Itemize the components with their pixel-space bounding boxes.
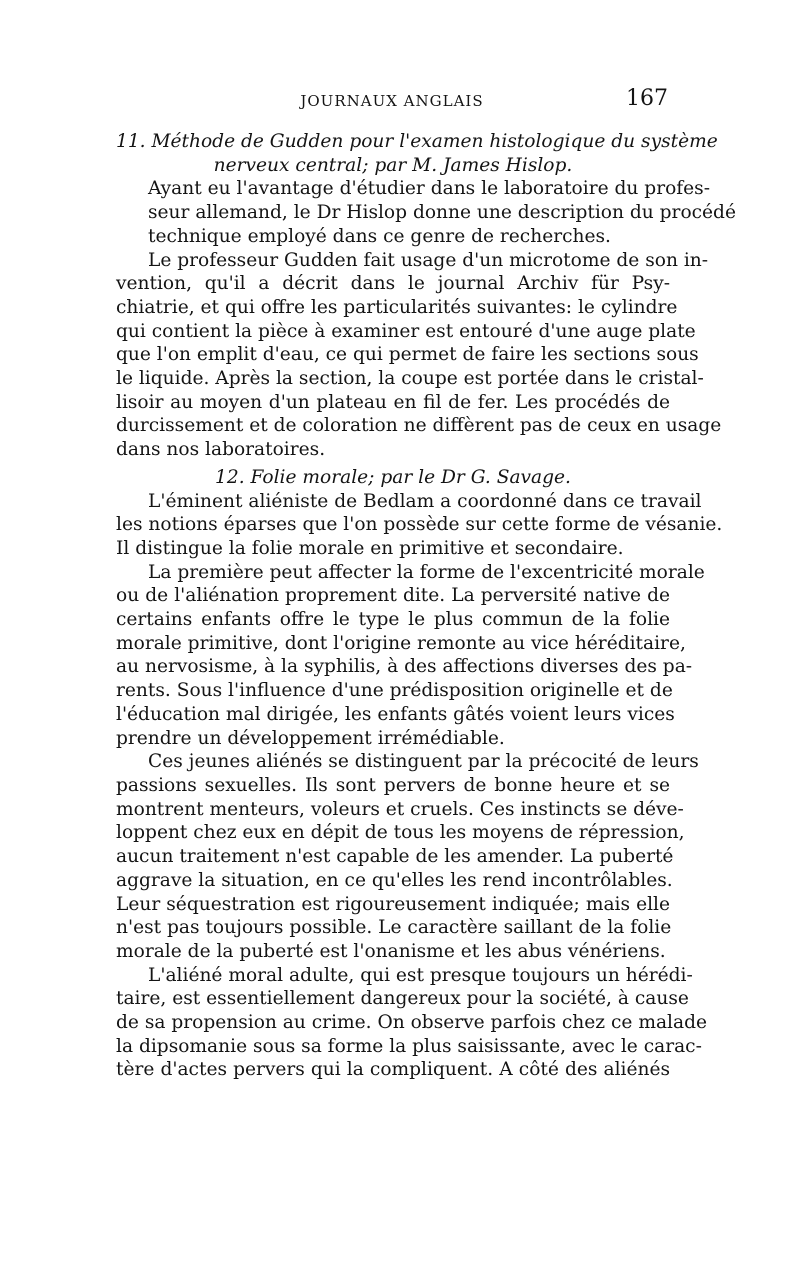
text-line: de sa propension au crime. On observe parfois chez ce malade: [116, 1012, 707, 1034]
text-line: montrent menteurs, voleurs et cruels. Ces instincts se déve-: [116, 798, 684, 820]
running-head: [116, 86, 668, 120]
text-line: vention, qu'il a décrit dans le journal Archiv für Psy-: [116, 273, 670, 295]
section-heading: [116, 130, 718, 177]
text-line: la dipsomanie sous sa forme la plus saisissante, avec le carac-: [116, 1035, 702, 1057]
text-line: passions sexuelles. Ils sont pervers de bonne heure et se: [116, 774, 670, 796]
text-line: seur allemand, le Dr Hislop donne une description du procédé: [148, 202, 736, 224]
paragraph: [116, 177, 736, 248]
heading-line: 12. Folie morale; par le Dr G. Savage.: [215, 466, 571, 488]
section-12: [116, 466, 723, 1082]
text-line: L'aliéné moral adulte, qui est presque toujours un hérédi-: [148, 964, 693, 986]
text-line: aucun traitement n'est capable de les amender. La puberté: [116, 846, 674, 868]
text-line: morale primitive, dont l'origine remonte au vice héréditaire,: [116, 632, 686, 654]
text-line: technique employé dans ce genre de recherches.: [148, 225, 611, 247]
text-line: chiatrie, et qui offre les particularités suivantes: le cylindre: [116, 296, 678, 318]
text-line: au nervosisme, à la syphilis, à des affections diverses des pa-: [116, 656, 693, 678]
text-line: L'éminent aliéniste de Bedlam a coordonné dans ce travail: [148, 490, 702, 512]
text-line: tère d'actes pervers qui la compliquent. A côté des aliénés: [116, 1059, 670, 1081]
text-line: aggrave la situation, en ce qu'elles les rend incontrôlables.: [116, 869, 673, 891]
running-head-title: JOURNAUX ANGLAIS: [300, 92, 484, 110]
text-line: l'éducation mal dirigée, les enfants gâtés voient leurs vices: [116, 703, 675, 725]
text-line: certains enfants offre le type le plus commun de la folie: [116, 609, 670, 631]
text-line: Le professeur Gudden fait usage d'un microtome de son in-: [148, 249, 709, 271]
text-line: les notions éparses que l'on possède sur cette forme de vésanie.: [116, 514, 723, 536]
paragraph: [116, 750, 699, 963]
text-line: n'est pas toujours possible. Le caractère saillant de la folie: [116, 917, 672, 939]
text-line: Leur séquestration est rigoureusement indiquée; mais elle: [116, 893, 670, 915]
text-line: Il distingue la folie morale en primitive et secondaire.: [116, 537, 624, 559]
text-line: taire, est essentiellement dangereux pour la société, à cause: [116, 988, 689, 1010]
body-text: [116, 130, 736, 1082]
section-11: [116, 130, 736, 462]
text-line: que l'on emplit d'eau, ce qui permet de faire les sections sous: [116, 344, 699, 366]
heading-line: 11. Méthode de Gudden pour l'examen histologique du système: [116, 131, 718, 152]
text-line: morale de la puberté est l'onanisme et les abus vénériens.: [116, 940, 666, 962]
text-line: Ces jeunes aliénés se distinguent par la précocité de leurs: [148, 751, 699, 773]
text-line: qui contient la pièce à examiner est entouré d'une auge plate: [116, 320, 696, 342]
text-line: loppent chez eux en dépit de tous les moyens de répression,: [116, 822, 685, 844]
text-line: le liquide. Après la section, la coupe est portée dans le cristal-: [116, 368, 704, 390]
paragraph: [116, 249, 722, 462]
section-heading: [116, 466, 670, 490]
paragraph: [116, 964, 707, 1083]
paragraph: [116, 561, 705, 751]
heading-line: nerveux central; par M. James Hislop.: [213, 154, 573, 176]
text-line: La première peut affecter la forme de l'excentricité morale: [148, 561, 705, 583]
page-number: 167: [626, 86, 668, 111]
text-line: rents. Sous l'influence d'une prédisposition originelle et de: [116, 680, 673, 702]
text-line: lisoir au moyen d'un plateau en fil de fer. Les procédés de: [116, 391, 670, 413]
text-line: Ayant eu l'avantage d'étudier dans le laboratoire du profes-: [148, 178, 710, 200]
text-line: durcissement et de coloration ne diffèrent pas de ceux en usage: [116, 415, 722, 437]
text-line: prendre un développement irrémédiable.: [116, 727, 505, 749]
text-line: ou de l'aliénation proprement dite. La perversité native de: [116, 585, 670, 607]
text-line: dans nos laboratoires.: [116, 439, 326, 461]
paragraph: [116, 490, 723, 561]
